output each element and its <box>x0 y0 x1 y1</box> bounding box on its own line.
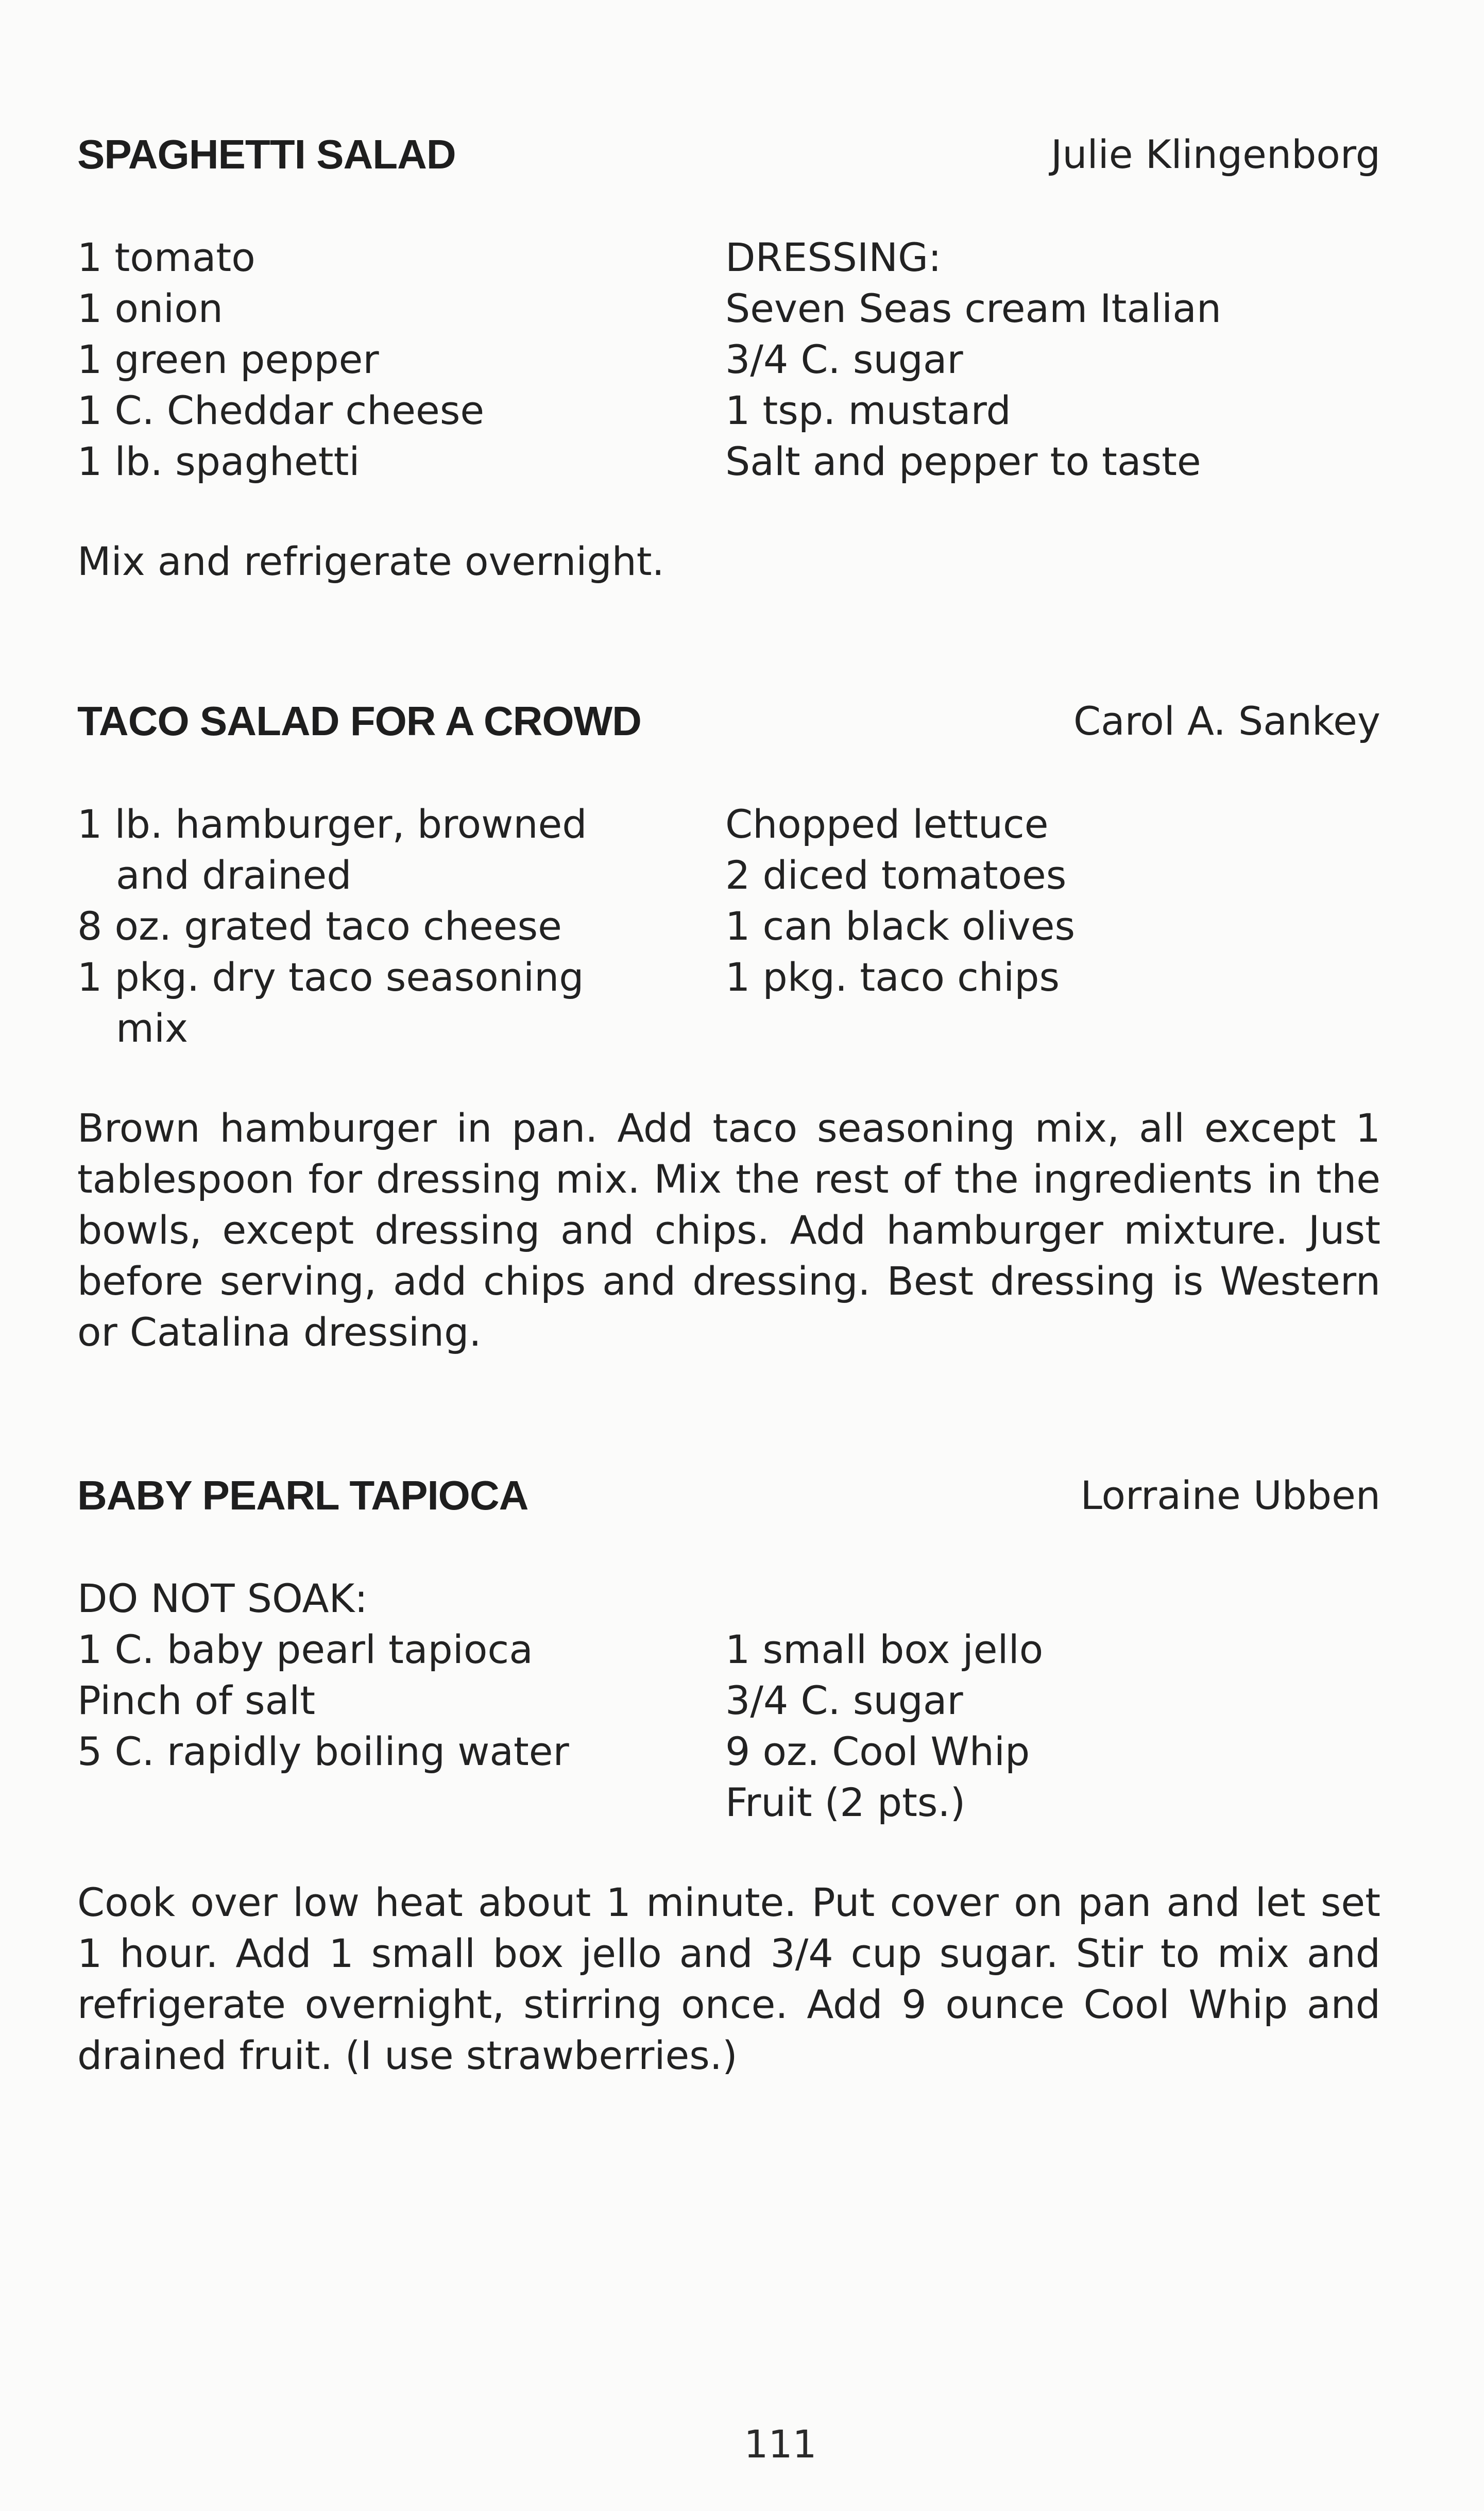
ingredient: 1 green pepper <box>77 336 379 382</box>
ingredient-continued: and drained <box>116 852 352 898</box>
ingredients-right <box>725 232 1379 487</box>
ingredient: Salt and pepper to taste <box>725 438 1201 484</box>
recipe-instructions: Brown hamburger in pan. Add taco seasoning mix, all except 1 tablespoon for dressing mix. Mix the rest of the ingredients in the bowls, except dressing and chips. Add hamburger mixture. Just before serving, add chips and dressing. Best dressing is Western or Catalina dressing. <box>77 1105 1380 1355</box>
ingredient: 1 small box jello <box>725 1626 1044 1672</box>
ingredient: Pinch of salt <box>77 1677 316 1723</box>
cookbook-page <box>77 0 1380 2511</box>
ingredient: Chopped lettuce <box>725 801 1049 847</box>
ingredient: 1 pkg. dry taco seasoning <box>77 954 584 1000</box>
recipe-baby-pearl-tapioca <box>77 1470 1380 2078</box>
ingredients <box>77 1573 1380 1828</box>
recipe-author: Carol A. Sankey <box>1073 698 1380 744</box>
recipe-spaghetti-salad <box>77 129 1380 584</box>
recipe-author: Lorraine Ubben <box>1080 1472 1380 1518</box>
ingredient-spacer <box>725 1573 1379 1624</box>
recipe-header <box>77 695 1380 752</box>
ingredient: 1 lb. hamburger, browned <box>77 801 587 847</box>
recipe-author: Julie Klingenborg <box>1050 131 1380 177</box>
ingredient: 9 oz. Cool Whip <box>725 1728 1030 1774</box>
ingredient: 5 C. rapidly boiling water <box>77 1728 569 1774</box>
dressing-label: DRESSING: <box>725 234 942 280</box>
ingredients <box>77 799 1380 1054</box>
ingredient: 1 tomato <box>77 234 255 280</box>
ingredients-left <box>77 1573 711 1777</box>
ingredients-left <box>77 799 711 1054</box>
page-number: 111 <box>744 2422 817 2467</box>
ingredient-continued: mix <box>116 1005 189 1051</box>
ingredient: 1 pkg. taco chips <box>725 954 1060 1000</box>
ingredient: Seven Seas cream Italian <box>725 285 1222 331</box>
recipe-header <box>77 1470 1380 1526</box>
ingredients-right <box>725 1573 1379 1828</box>
ingredient: 2 diced tomatoes <box>725 852 1067 898</box>
ingredient: 1 onion <box>77 285 223 331</box>
ingredient: 1 C. Cheddar cheese <box>77 387 485 433</box>
recipe-title: TACO SALAD FOR A CROWD <box>77 698 641 744</box>
ingredient: 1 tsp. mustard <box>725 387 1011 433</box>
ingredient: 3/4 C. sugar <box>725 336 963 382</box>
ingredients <box>77 232 1380 487</box>
prep-note: DO NOT SOAK: <box>77 1575 368 1621</box>
recipe-title: BABY PEARL TAPIOCA <box>77 1472 528 1518</box>
recipe-header <box>77 129 1380 185</box>
recipe-title: SPAGHETTI SALAD <box>77 131 456 177</box>
ingredient: 1 lb. spaghetti <box>77 438 360 484</box>
recipe-instructions: Mix and refrigerate overnight. <box>77 538 664 584</box>
ingredient: Fruit (2 pts.) <box>725 1779 966 1825</box>
recipe-instructions: Cook over low heat about 1 minute. Put cover on pan and let set 1 hour. Add 1 small box jello and 3/4 cup sugar. Stir to mix and refrigerate overnight, stirring once. Add 9 ounce Cool Whip and drained fruit. (I use strawberries.) <box>77 1879 1380 2078</box>
recipe-taco-salad <box>77 695 1380 1355</box>
ingredient: 1 can black olives <box>725 903 1076 949</box>
ingredients-right <box>725 799 1379 1003</box>
ingredient: 8 oz. grated taco cheese <box>77 903 562 949</box>
ingredients-left <box>77 232 711 487</box>
ingredient: 1 C. baby pearl tapioca <box>77 1626 533 1672</box>
ingredient: 3/4 C. sugar <box>725 1677 963 1723</box>
